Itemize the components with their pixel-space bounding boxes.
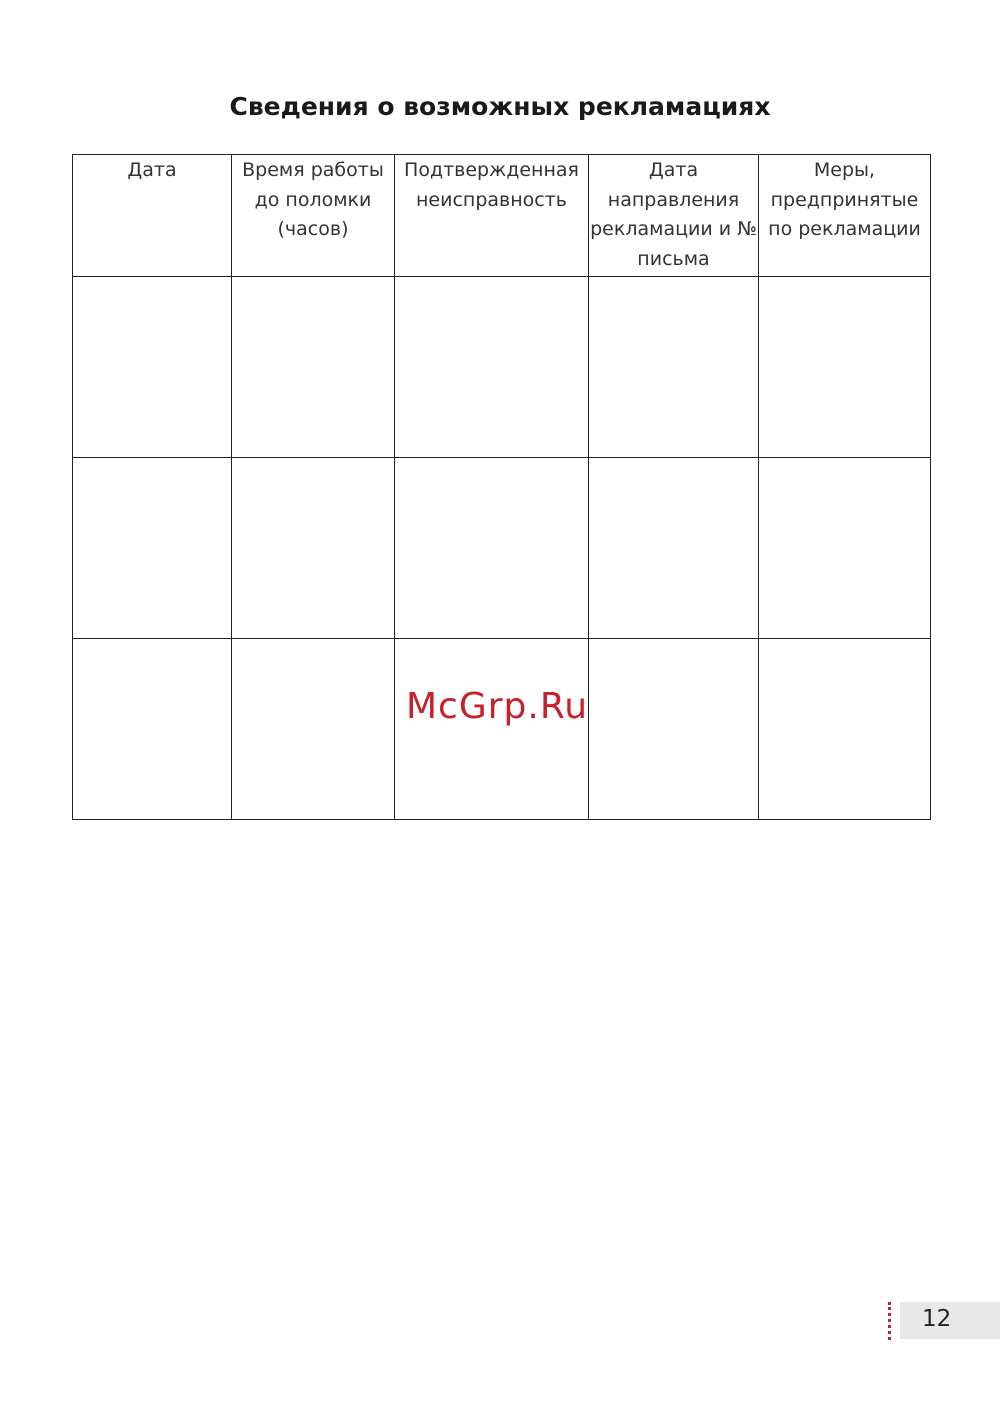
table-row <box>73 639 931 820</box>
header-confirmed-fault: Подтвержденная неисправность <box>395 155 589 277</box>
table-cell <box>589 277 759 458</box>
table-row <box>73 277 931 458</box>
table-cell <box>232 639 395 820</box>
table-cell <box>759 639 931 820</box>
header-claim-date-letter: Дата направления рекламации и № письма <box>589 155 759 277</box>
table-cell <box>73 458 232 639</box>
table-cell <box>395 639 589 820</box>
table-cell <box>232 458 395 639</box>
table-header-row <box>73 155 931 277</box>
watermark: McGrp.Ru <box>406 686 589 727</box>
table-cell <box>589 458 759 639</box>
table-cell <box>759 277 931 458</box>
table-cell <box>73 277 232 458</box>
table-cell <box>759 458 931 639</box>
table-cell <box>395 458 589 639</box>
table-cell <box>395 277 589 458</box>
table-cell <box>232 277 395 458</box>
header-date: Дата <box>73 155 232 277</box>
page-number-box <box>900 1302 1000 1339</box>
header-measures: Меры, предпринятые по рекламации <box>759 155 931 277</box>
page-title: Сведения о возможных рекламациях <box>229 92 771 121</box>
table-cell <box>73 639 232 820</box>
table-cell <box>589 639 759 820</box>
page-marker-dots <box>888 1302 895 1340</box>
page-number: 12 <box>922 1306 952 1332</box>
header-work-time: Время работы до поломки (часов) <box>232 155 395 277</box>
table-row <box>73 458 931 639</box>
